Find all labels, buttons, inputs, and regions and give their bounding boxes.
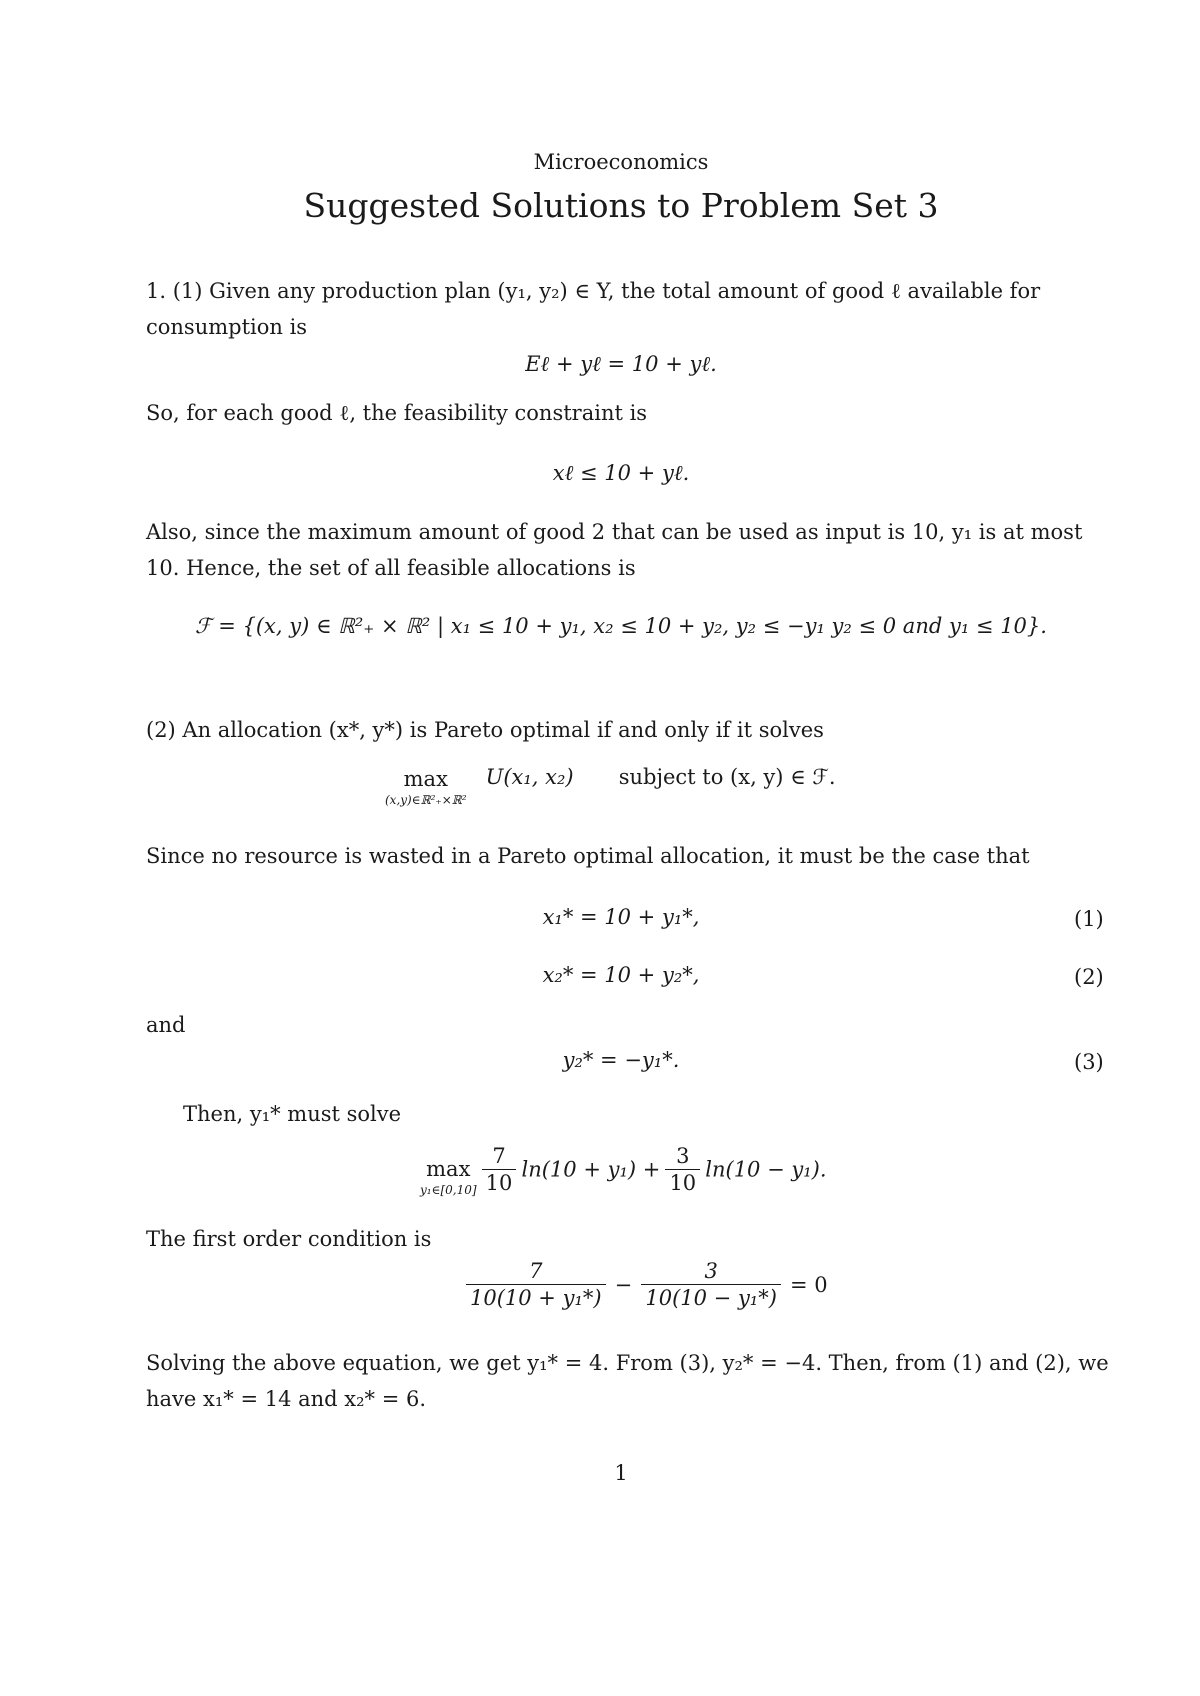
no-waste-sentence: Since no resource is wasted in a Pareto optimal allocation, it must be the case that bbox=[146, 844, 1030, 868]
part1-intro-line2: consumption is bbox=[146, 315, 308, 339]
foc-equals-zero: = 0 bbox=[790, 1272, 828, 1297]
equation-available: Eℓ + yℓ = 10 + yℓ. bbox=[525, 352, 717, 376]
fraction-numerator: 7 bbox=[529, 1259, 543, 1283]
part1-also-line1: Also, since the maximum amount of good 2 that can be used as input is 10, y₁ is at most bbox=[146, 520, 1083, 544]
equation-2: x₂* = 10 + y₂*, bbox=[542, 963, 700, 987]
document-title: Suggested Solutions to Problem Set 3 bbox=[303, 186, 939, 225]
fraction-denominator: 10(10 + y₁*) bbox=[466, 1284, 606, 1309]
foc-fraction-1 bbox=[466, 1261, 606, 1309]
solution-line1: Solving the above equation, we get y₁* = 4. From (3), y₂* = −4. Then, from (1) and (2), we bbox=[146, 1351, 1109, 1375]
foc-fraction-2 bbox=[641, 1261, 781, 1309]
equation-feasible-set: ℱ = {(x, y) ∈ ℝ²₊ × ℝ² | x₁ ≤ 10 + y₁, x₂ ≤ 10 + y₂, y₂ ≤ −y₁ y₂ ≤ 0 and y₁ ≤ 10}. bbox=[195, 614, 1047, 638]
max-op-limit: (x,y)∈ℝ²₊×ℝ² bbox=[385, 793, 467, 807]
course-name: Microeconomics bbox=[533, 150, 709, 174]
max-op-label: max bbox=[403, 767, 448, 791]
equation-1-number: (1) bbox=[1074, 907, 1104, 931]
fraction-numerator: 7 bbox=[492, 1144, 506, 1168]
part2-intro: (2) An allocation (x*, y*) is Pareto optimal if and only if it solves bbox=[146, 718, 824, 742]
part1-intro-line1: 1. (1) Given any production plan (y₁, y₂) ∈ Y, the total amount of good ℓ available for bbox=[146, 279, 1041, 303]
fraction-three-tenths bbox=[665, 1146, 700, 1194]
max-operator-2 bbox=[420, 1157, 477, 1197]
subject-to-constraint: subject to (x, y) ∈ ℱ. bbox=[618, 765, 836, 789]
fraction-denominator: 10 bbox=[482, 1169, 517, 1194]
log-term-2: ln(10 − y₁). bbox=[705, 1157, 827, 1182]
max2-op-label: max bbox=[426, 1157, 471, 1181]
constraint-intro: So, for each good ℓ, the feasibility constraint is bbox=[146, 401, 648, 425]
part1-also-line2: 10. Hence, the set of all feasible allocations is bbox=[146, 556, 636, 580]
equation-3: y₂* = −y₁*. bbox=[562, 1048, 680, 1072]
equation-3-number: (3) bbox=[1074, 1050, 1104, 1074]
maximization-problem bbox=[420, 1143, 827, 1197]
fraction-denominator: 10 bbox=[665, 1169, 700, 1194]
page-number: 1 bbox=[614, 1461, 628, 1485]
fraction-numerator: 3 bbox=[704, 1259, 718, 1283]
pareto-problem bbox=[385, 767, 836, 807]
solution-line2: have x₁* = 14 and x₂* = 6. bbox=[146, 1387, 427, 1411]
equation-1: x₁* = 10 + y₁*, bbox=[542, 905, 700, 929]
minus-sign: − bbox=[614, 1272, 633, 1297]
fraction-seven-tenths bbox=[482, 1146, 517, 1194]
max-operator bbox=[385, 767, 467, 807]
fraction-numerator: 3 bbox=[676, 1144, 690, 1168]
log-term-1: ln(10 + y₁) + bbox=[521, 1157, 661, 1182]
objective-function: U(x₁, x₂) bbox=[485, 765, 574, 789]
max2-op-limit: y₁∈[0,10] bbox=[420, 1183, 477, 1197]
fraction-denominator: 10(10 − y₁*) bbox=[641, 1284, 781, 1309]
foc-intro: The first order condition is bbox=[146, 1227, 432, 1251]
equation-constraint: xℓ ≤ 10 + yℓ. bbox=[552, 461, 690, 485]
and-word: and bbox=[146, 1013, 186, 1037]
then-sentence: Then, y₁* must solve bbox=[183, 1102, 402, 1126]
first-order-condition bbox=[466, 1261, 828, 1309]
equation-2-number: (2) bbox=[1074, 965, 1104, 989]
